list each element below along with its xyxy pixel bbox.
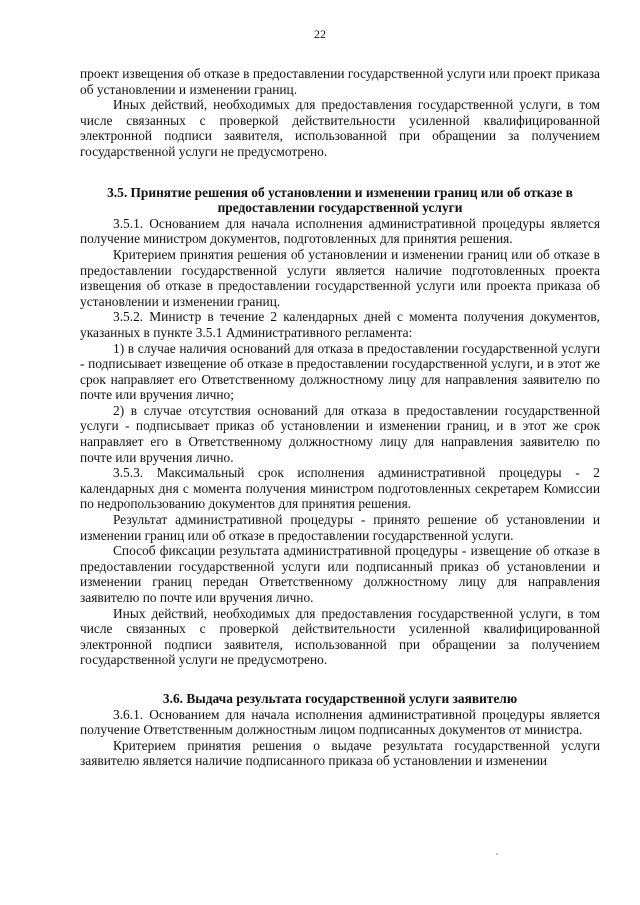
list-item-1: 1) в случае наличия оснований для отказа в предоставлении государственной услуги - подписывает извещение об отказе в предоставлении государственной услуги, и в этот же срок направляет его Ответственному должностному лицу для направления заявителю по почте или вручения лично;	[80, 340, 600, 403]
scan-speck	[496, 853, 498, 855]
paragraph-3-5-1: 3.5.1. Основанием для начала исполнения административной процедуры является получение министром документов, подготовленных для принятия решения.	[80, 215, 600, 247]
paragraph: Критерием принятия решения об установлении и изменении границ или об отказе в предоставлении государственной услуги является наличие подготовленных проекта извещения об отказе в предоставлении государственной услуги или проекта приказа об установлении и изменении границ.	[80, 246, 600, 309]
paragraph-3-5-2: 3.5.2. Министр в течение 2 календарных дней с момента получения документов, указанных в пункте 3.5.1 Административного регламента:	[80, 309, 600, 340]
section-heading-3-5-line2: предоставлении государственной услуги	[217, 200, 463, 216]
section-heading-3-5	[80, 185, 600, 216]
paragraph-3-5-3: 3.5.3. Максимальный срок исполнения административной процедуры - 2 календарных дня с момента получения министром подготовленных секретарем Комиссии по недропользованию документов для принятия решения.	[80, 465, 600, 512]
paragraph-3-6-1: 3.6.1. Основанием для начала исполнения административной процедуры является получение Ответственным должностным лицом подписанных документов от министра.	[80, 706, 600, 738]
page-number: 22	[314, 27, 326, 41]
list-item-2: 2) в случае отсутствия оснований для отказа в предоставлении государственной услуги - подписывает приказ об установлении и изменении границ, и в этот же срок направляет его в Ответственному должностному лицу для направления заявителю по почте или вручения лично.	[80, 402, 600, 465]
document-body	[80, 66, 600, 769]
paragraph: Иных действий, необходимых для предоставления государственной услуги, в том числе связанных с проверкой действительности усиленной квалифицированной электронной подписи заявителя, использованной при обращении за получением государственной услуги не предусмотрено.	[80, 97, 600, 159]
section-heading-3-6: 3.6. Выдача результата государственной услуги заявителю	[162, 690, 518, 706]
paragraph: Иных действий, необходимых для предоставления государственной услуги, в том числе связанных с проверкой действительности усиленной квалифицированной электронной подписи заявителя, использованной при обращении за получением государственной услуги не предусмотрено.	[80, 605, 600, 668]
paragraph-continuation: проект извещения об отказе в предоставлении государственной услуги или проект приказа об установлении и изменении границ.	[80, 66, 600, 97]
section-heading-3-5-line1: 3.5. Принятие решения об установлении и изменении границ или об отказе в	[107, 184, 573, 200]
paragraph: Результат административной процедуры - принято решение об установлении и изменении границ или об отказе в предоставлении государственной услуги.	[80, 512, 600, 543]
paragraph: Способ фиксации результата административной процедуры - извещение об отказе в предоставлении государственной услуги или подписанный приказ об установлении и изменении границ передан Ответственному должностному лицу для направления заявителю по почте или вручения лично.	[80, 543, 600, 605]
paragraph: Критерием принятия решения о выдаче результата государственной услуги заявителю является наличие подписанного приказа об установлении и изменении	[80, 737, 600, 769]
